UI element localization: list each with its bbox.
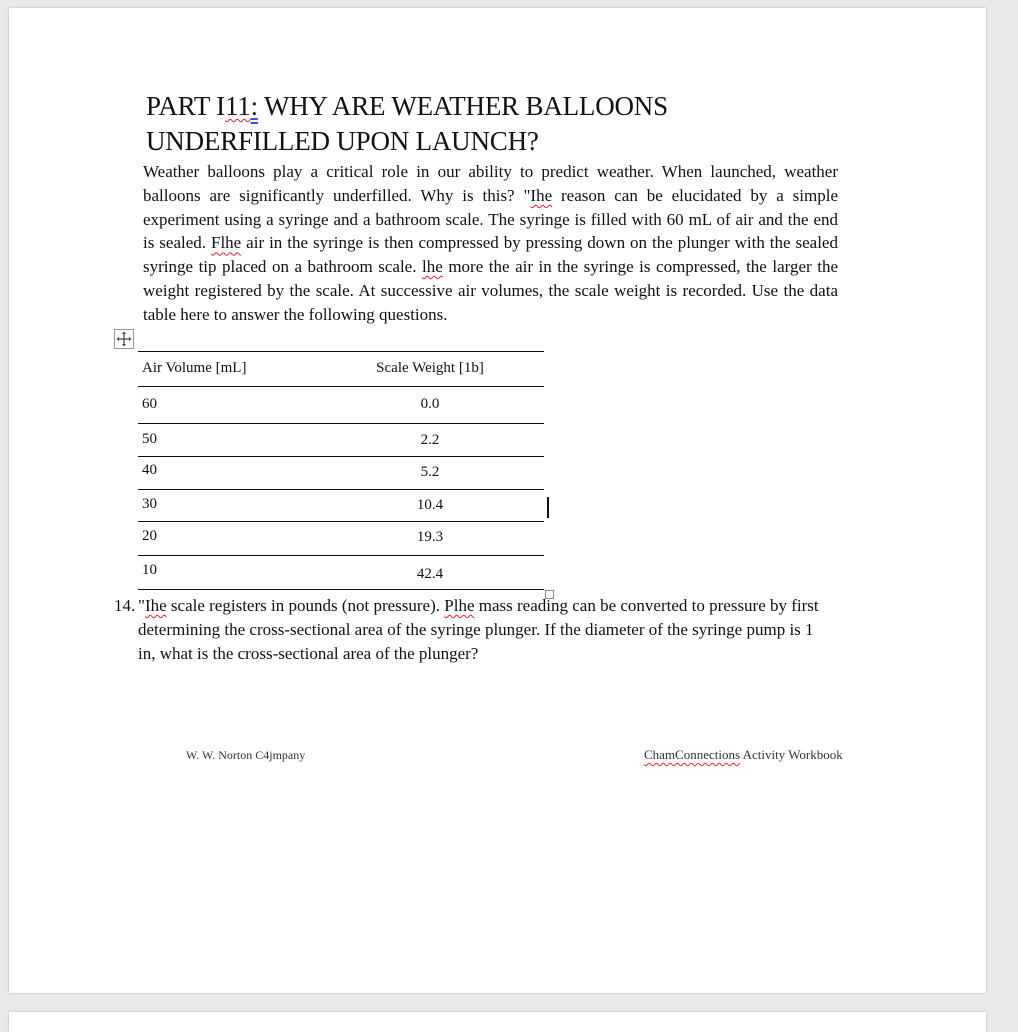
- spellcheck-word[interactable]: Ihe: [144, 596, 167, 615]
- table-header-row: [138, 351, 544, 386]
- cell-volume: 30: [142, 496, 157, 512]
- question-text: "Ihe scale registers in pounds (not pressure). Plhe mass reading can be converted to pressure by first determining the cross-sectional area of the syringe plunger. If the diameter of the syringe pump is 1 in, what is the cross-sectional area of the plunger?: [138, 596, 819, 663]
- header-scale-weight: Scale Weight [1b]: [376, 360, 484, 376]
- cell-weight: 2.2: [420, 432, 440, 448]
- question-14[interactable]: [114, 594, 834, 666]
- cell-volume: 60: [142, 396, 157, 412]
- spellcheck-word[interactable]: lhe: [422, 257, 443, 277]
- cell-weight: 19.3: [416, 529, 444, 545]
- table-row[interactable]: [138, 423, 544, 456]
- table-bottom-border: [138, 589, 544, 590]
- cell-weight: 10.4: [416, 497, 444, 513]
- spellcheck-word[interactable]: Flhe: [210, 233, 242, 253]
- table-move-handle[interactable]: [114, 329, 134, 349]
- cell-volume: 10: [142, 562, 157, 578]
- page-title: [146, 89, 866, 159]
- footer-book-title: ChamConnections Activity Workbook: [644, 747, 843, 762]
- cell-weight: 42.4: [416, 566, 444, 582]
- question-number: 14.: [114, 596, 136, 615]
- cell-volume: 40: [142, 462, 157, 478]
- cell-volume: 50: [142, 431, 157, 447]
- header-air-volume: Air Volume [mL]: [142, 360, 247, 376]
- title-line-2: UNDERFILLED UPON LAUNCH?: [146, 126, 539, 156]
- table-row[interactable]: [138, 386, 544, 423]
- footer-publisher: W. W. Norton C4jmpany: [186, 748, 306, 762]
- data-table[interactable]: [138, 351, 544, 590]
- move-arrows-icon: [115, 330, 133, 348]
- spellcheck-word[interactable]: Ihe: [530, 185, 553, 205]
- intro-paragraph[interactable]: Weather balloons play a critical role in our ability to predict weather. When launched, weather balloons are significantly underfilled. Why is this? "Ihe reason can be elucidated by a simple experiment using a syringe and a bathroom scale. The syringe is filled with 60 mL of air and the end is sealed. Flhe air in the syringe is then compressed by pressing down on the plunger with the sealed syringe tip placed on a bathroom scale. lhe more the air in the syringe is compressed, the larger the weight registered by the scale. At successive air volumes, the scale weight is recorded. Use the data table here to answer the following questions.: [143, 162, 838, 324]
- spellcheck-word[interactable]: Plhe: [444, 596, 475, 615]
- table-row[interactable]: [138, 555, 544, 589]
- text-cursor: [547, 497, 549, 518]
- next-document-page: [9, 1012, 986, 1032]
- cell-weight: 0.0: [420, 396, 440, 412]
- grammar-mark[interactable]: :: [250, 91, 258, 121]
- cell-weight: 5.2: [420, 464, 440, 480]
- table-row[interactable]: [138, 489, 544, 521]
- table-row[interactable]: [138, 521, 544, 555]
- title-line-1: PART I11: WHY ARE WEATHER BALLOONS: [146, 91, 668, 121]
- spellcheck-word[interactable]: ChamConnections: [644, 747, 741, 762]
- cell-volume: 20: [142, 528, 157, 544]
- spellcheck-word[interactable]: 11: [224, 91, 251, 121]
- table-row[interactable]: [138, 456, 544, 489]
